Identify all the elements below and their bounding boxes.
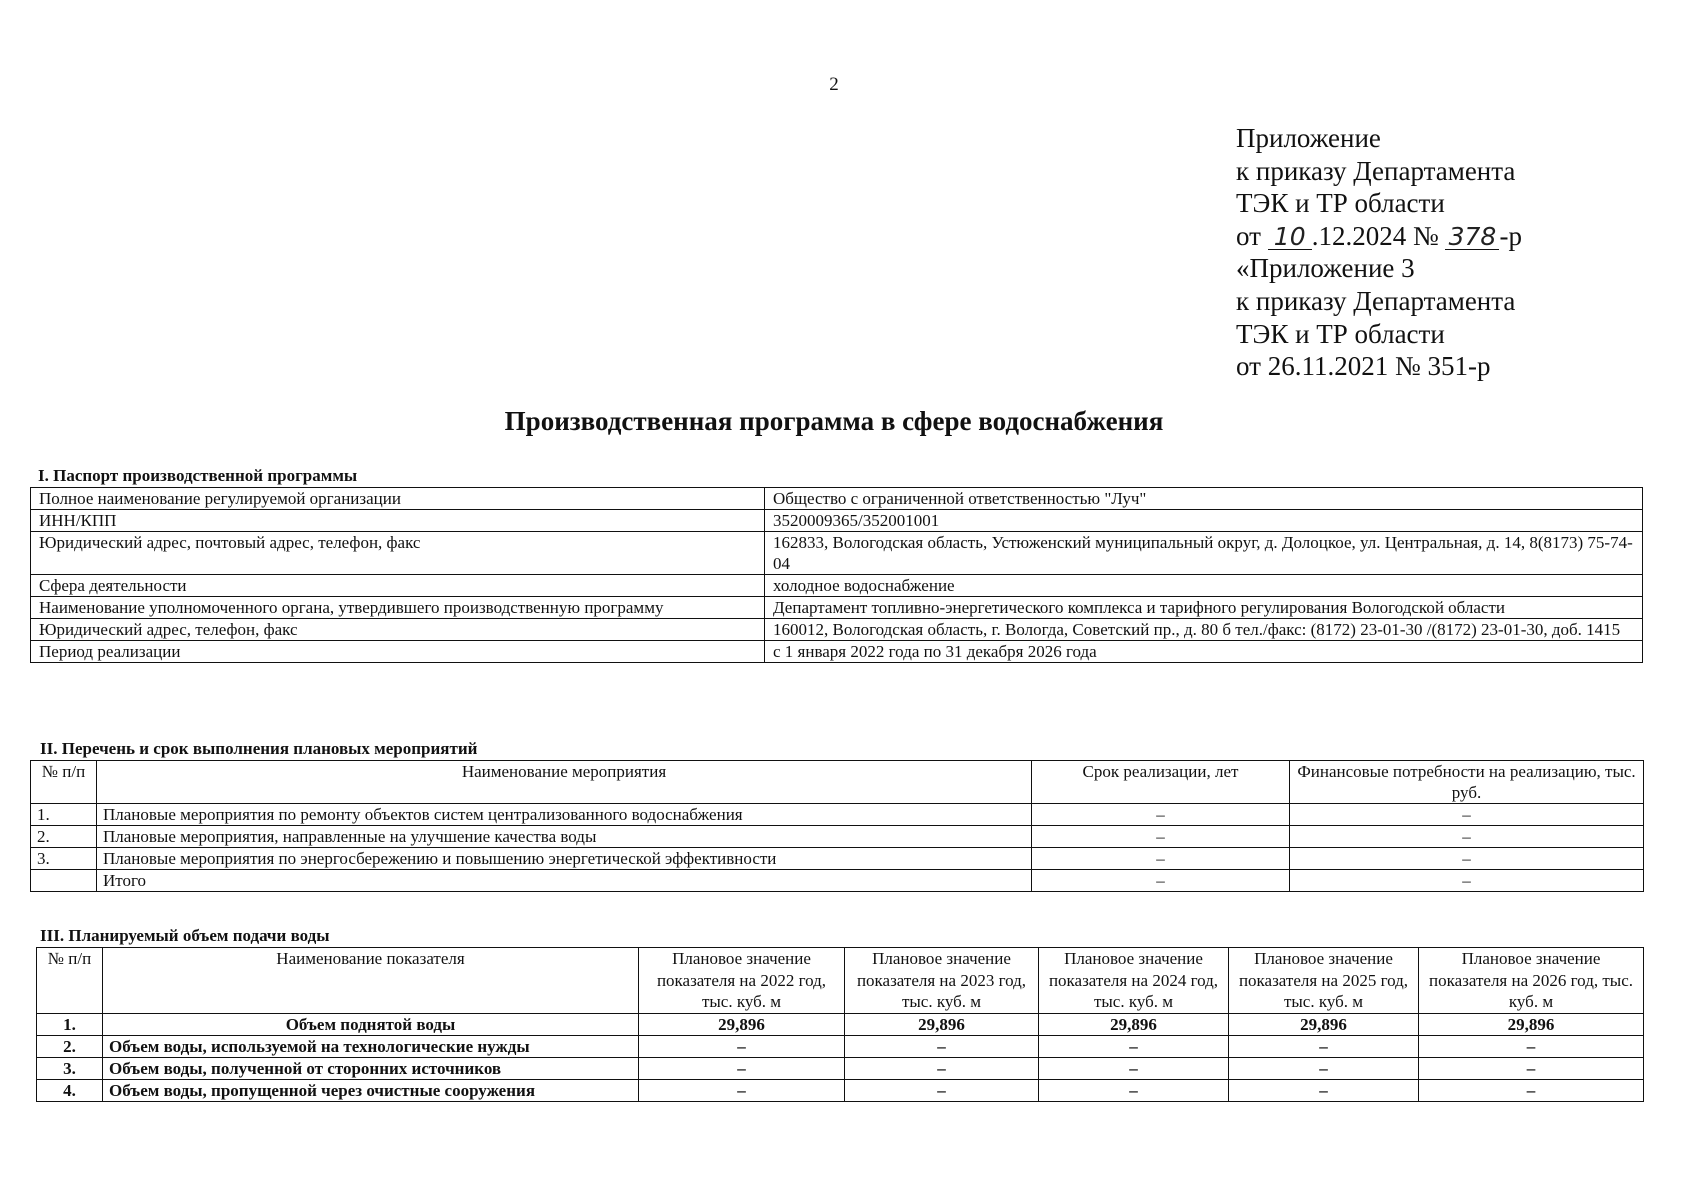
row-finance: – (1290, 826, 1644, 848)
column-header-year: Плановое значение показателя на 2022 год, тыс. куб. м (639, 948, 845, 1014)
handwritten-day: 10 (1268, 225, 1312, 250)
row-value: – (639, 1057, 845, 1079)
column-header-name: Наименование показателя (103, 948, 639, 1014)
passport-value: с 1 января 2022 года по 31 декабря 2026 года (765, 641, 1643, 663)
row-value: – (1419, 1035, 1644, 1057)
appendix-line: Приложение (1236, 123, 1381, 153)
appendix-line: «Приложение 3 (1236, 253, 1415, 284)
appendix-line: от 26.11.2021 № 351-р (1236, 351, 1491, 382)
column-header-year: Плановое значение показателя на 2024 год, тыс. куб. м (1039, 948, 1229, 1014)
column-header-year: Плановое значение показателя на 2023 год, тыс. куб. м (845, 948, 1039, 1014)
row-value: – (1229, 1035, 1419, 1057)
row-value: – (1229, 1057, 1419, 1079)
page-number: 2 (829, 74, 839, 95)
row-value: – (845, 1035, 1039, 1057)
column-header-year: Плановое значение показателя на 2026 год, тыс. куб. м (1419, 948, 1644, 1014)
section-measures-heading: II. Перечень и срок выполнения плановых мероприятий (40, 739, 478, 758)
row-value: – (1229, 1079, 1419, 1101)
row-name: Плановые мероприятия по ремонту объектов систем централизованного водоснабжения (97, 804, 1032, 826)
table-row (37, 1035, 1644, 1057)
passport-label: Наименование уполномоченного органа, утвердившего производственную программу (31, 597, 765, 619)
row-num: 4. (37, 1079, 103, 1101)
row-finance: – (1290, 870, 1644, 892)
appendix-block (1236, 122, 1522, 383)
row-num: 1. (37, 1013, 103, 1035)
passport-value: 160012, Вологодская область, г. Вологда, Советский пр., д. 80 б тел./факс: (8172) 23-01-30 /(8172) 23-01-30, доб. 1415 (765, 619, 1643, 641)
table-row (37, 1013, 1644, 1035)
table-row (31, 619, 1643, 641)
column-header-year: Плановое значение показателя на 2025 год, тыс. куб. м (1229, 948, 1419, 1014)
appendix-order-line (1236, 220, 1522, 253)
table-row (31, 597, 1643, 619)
passport-label: Период реализации (31, 641, 765, 663)
row-name: Объем поднятой воды (103, 1013, 639, 1035)
row-num: 2. (31, 826, 97, 848)
passport-label: ИНН/КПП (31, 510, 765, 532)
row-value: – (639, 1035, 845, 1057)
order-date: .12.2024 № (1311, 220, 1439, 251)
section-volume-heading: III. Планируемый объем подачи воды (40, 926, 330, 945)
row-finance: – (1290, 848, 1644, 870)
passport-value: холодное водоснабжение (765, 575, 1643, 597)
appendix-line: ТЭК и ТР области (1236, 188, 1445, 219)
table-row (31, 848, 1644, 870)
passport-label: Юридический адрес, почтовый адрес, телефон, факс (31, 532, 765, 575)
passport-label: Юридический адрес, телефон, факс (31, 619, 765, 641)
table-row (31, 488, 1643, 510)
row-value: 29,896 (1419, 1013, 1644, 1035)
order-suffix: -р (1499, 220, 1522, 251)
row-value: – (1039, 1035, 1229, 1057)
table-row (31, 575, 1643, 597)
row-value: – (1419, 1057, 1644, 1079)
passport-value: Департамент топливно-энергетического комплекса и тарифного регулирования Вологодской области (765, 597, 1643, 619)
table-row (31, 826, 1644, 848)
row-value: – (1039, 1057, 1229, 1079)
passport-value: 3520009365/352001001 (765, 510, 1643, 532)
volume-table (36, 947, 1644, 1102)
row-value: – (1419, 1079, 1644, 1101)
appendix-line: ТЭК и ТР области (1236, 318, 1445, 349)
passport-value: Общество с ограниченной ответственностью "Луч" (765, 488, 1643, 510)
passport-table (30, 487, 1643, 663)
table-row (37, 1079, 1644, 1101)
row-name: Плановые мероприятия, направленные на улучшение качества воды (97, 826, 1032, 848)
row-value: – (639, 1079, 845, 1101)
table-row (37, 1057, 1644, 1079)
column-header-num: № п/п (37, 948, 103, 1014)
order-prefix: от (1236, 220, 1261, 251)
table-row (31, 804, 1644, 826)
column-header-finance: Финансовые потребности на реализацию, тыс. руб. (1290, 761, 1644, 804)
table-row (31, 532, 1643, 575)
row-num (31, 870, 97, 892)
row-term: – (1032, 826, 1290, 848)
row-value: – (845, 1057, 1039, 1079)
table-row (31, 510, 1643, 532)
row-num: 3. (31, 848, 97, 870)
row-term: – (1032, 870, 1290, 892)
row-value: – (1039, 1079, 1229, 1101)
row-num: 2. (37, 1035, 103, 1057)
table-header-row (37, 948, 1644, 1014)
row-value: – (845, 1079, 1039, 1101)
row-value: 29,896 (639, 1013, 845, 1035)
table-header-row (31, 761, 1644, 804)
passport-value: 162833, Вологодская область, Устюженский муниципальный округ, д. Долоцкое, ул. Центральная, д. 14, 8(8173) 75-74-04 (765, 532, 1643, 575)
row-value: 29,896 (845, 1013, 1039, 1035)
row-name: Объем воды, пропущенной через очистные сооружения (103, 1079, 639, 1101)
table-row (31, 641, 1643, 663)
column-header-num: № п/п (31, 761, 97, 804)
passport-label: Полное наименование регулируемой организации (31, 488, 765, 510)
row-num: 3. (37, 1057, 103, 1079)
section-passport-heading: I. Паспорт производственной программы (38, 466, 358, 485)
measures-table (30, 760, 1644, 892)
row-term: – (1032, 804, 1290, 826)
table-row (31, 870, 1644, 892)
handwritten-order-number: 378 (1445, 225, 1499, 250)
row-finance: – (1290, 804, 1644, 826)
row-name: Итого (97, 870, 1032, 892)
column-header-name: Наименование мероприятия (97, 761, 1032, 804)
document-title: Производственная программа в сфере водоснабжения (504, 406, 1164, 436)
row-value: 29,896 (1229, 1013, 1419, 1035)
row-value: 29,896 (1039, 1013, 1229, 1035)
appendix-line: к приказу Департамента (1236, 285, 1516, 316)
row-name: Объем воды, используемой на технологические нужды (103, 1035, 639, 1057)
column-header-term: Срок реализации, лет (1032, 761, 1290, 804)
row-name: Плановые мероприятия по энергосбережению и повышению энергетической эффективности (97, 848, 1032, 870)
row-num: 1. (31, 804, 97, 826)
passport-label: Сфера деятельности (31, 575, 765, 597)
appendix-line: к приказу Департамента (1236, 155, 1516, 186)
row-name: Объем воды, полученной от сторонних источников (103, 1057, 639, 1079)
row-term: – (1032, 848, 1290, 870)
